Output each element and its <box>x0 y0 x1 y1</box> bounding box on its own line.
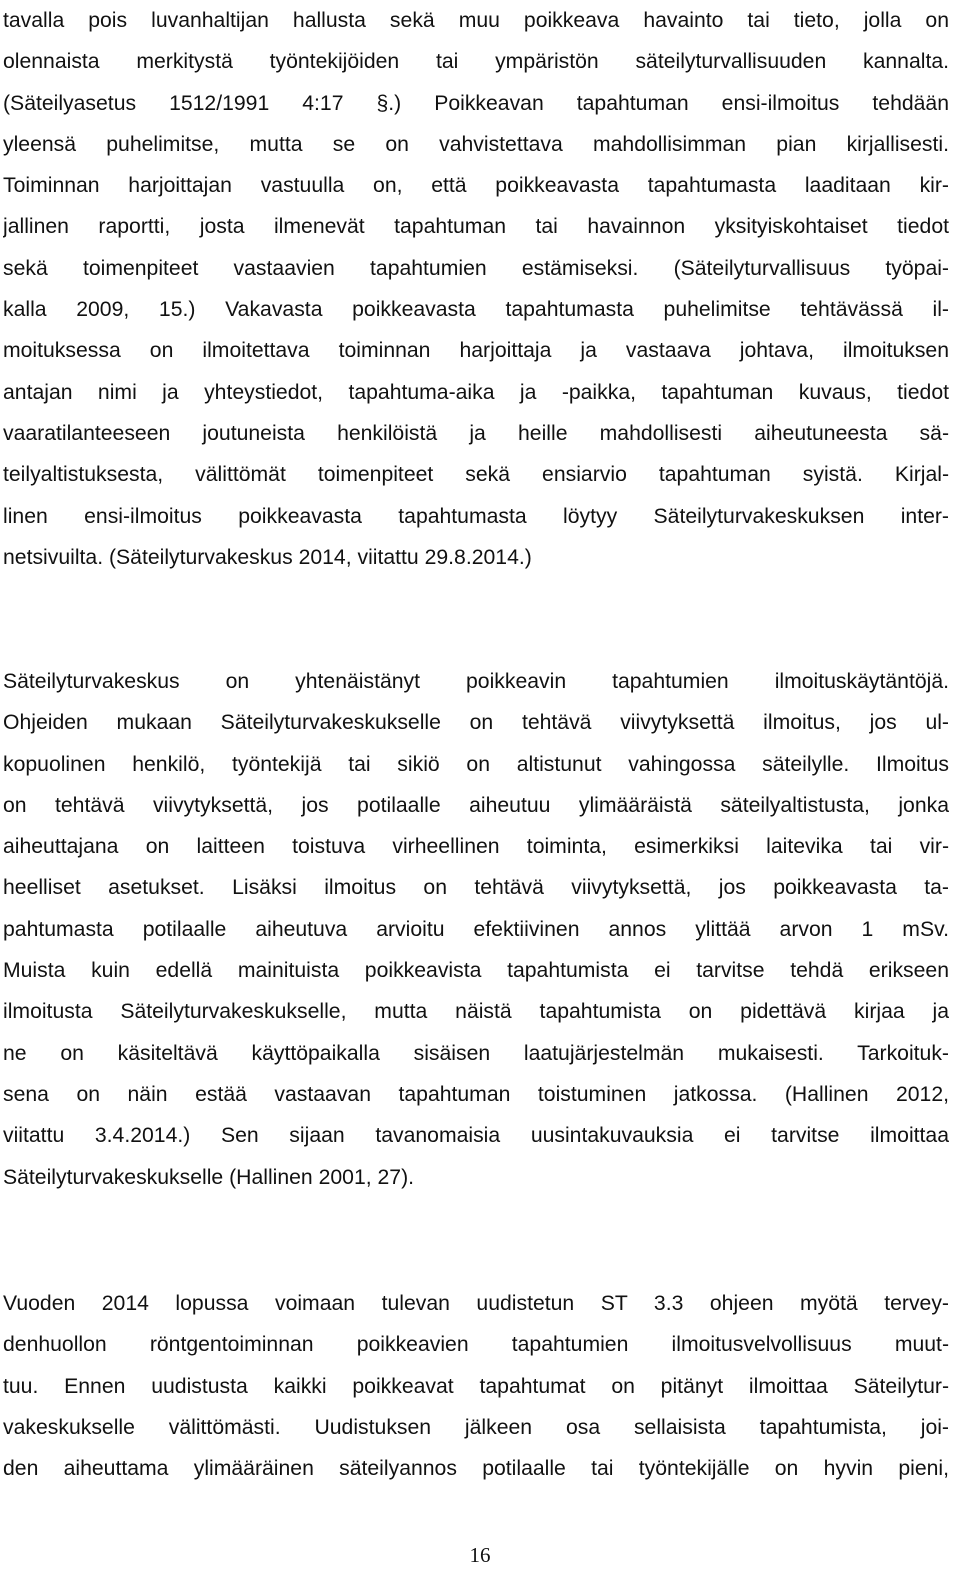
text-line: Muista kuin edellä mainituista poikkeavista tapahtumista ei tarvitse tehdä erikseen <box>3 959 949 983</box>
text-line: pahtumasta potilaalle aiheutuva arvioitu efektiivinen annos ylittää arvon 1 mSv. <box>3 917 949 941</box>
text-line: heelliset asetukset. Lisäksi ilmoitus on tehtävä viivytyksettä, jos poikkeavasta ta- <box>3 876 949 900</box>
text-line: kopuolinen henkilö, työntekijä tai sikiö on altistunut vahingossa säteilylle. Ilmoitus <box>3 752 949 776</box>
text-line: den aiheuttama ylimääräinen säteilyannos potilaalle tai työntekijälle on hyvin pieni, <box>3 1457 949 1481</box>
text-line: (Säteilyasetus 1512/1991 4:17 §.) Poikkeavan tapahtuman ensi-ilmoitus tehdään <box>3 91 949 115</box>
text-line: vakeskukselle välittömästi. Uudistuksen jälkeen osa sellaisista tapahtumista, joi- <box>3 1415 949 1439</box>
text-line: jallinen raportti, josta ilmenevät tapahtuman tai havainnon yksityiskohtaiset tiedot <box>3 215 949 239</box>
text-line: kalla 2009, 15.) Vakavasta poikkeavasta tapahtumasta puhelimitse tehtävässä il- <box>3 298 949 322</box>
text-line: Ohjeiden mukaan Säteilyturvakeskukselle on tehtävä viivytyksettä ilmoitus, jos ul- <box>3 711 949 735</box>
text-line: sekä toimenpiteet vastaavien tapahtumien estämiseksi. (Säteilyturvallisuus työpai- <box>3 256 949 280</box>
text-line: moituksessa on ilmoitettava toiminnan harjoittaja ja vastaava johtava, ilmoituksen <box>3 339 949 363</box>
paragraph-st-ohje-uudistus <box>3 1283 949 1489</box>
paragraph-poikkeava-tapahtuma <box>3 0 949 578</box>
text-line: tuu. Ennen uudistusta kaikki poikkeavat tapahtumat on pitänyt ilmoittaa Säteilytur- <box>3 1374 949 1398</box>
text-line: denhuollon röntgentoiminnan poikkeavien tapahtumien ilmoitusvelvollisuus muut- <box>3 1333 949 1357</box>
text-line: yleensä puhelimitse, mutta se on vahvistettava mahdollisimman pian kirjallisesti. <box>3 132 949 156</box>
text-line: on tehtävä viivytyksettä, jos potilaalle aiheutuu ylimääräistä säteilyaltistusta, jonka <box>3 793 949 817</box>
text-line: aiheuttajana on laitteen toistuva virheellinen toiminta, esimerkiksi laitevika tai vir- <box>3 835 949 859</box>
text-line: olennaista merkitystä työntekijöiden tai ympäristön säteilyturvallisuuden kannalta. <box>3 50 949 74</box>
text-line: Toiminnan harjoittajan vastuulla on, että poikkeavasta tapahtumasta laaditaan kir- <box>3 174 949 198</box>
text-line: sena on näin estää vastaavan tapahtuman toistuminen jatkossa. (Hallinen 2012, <box>3 1082 949 1106</box>
text-line: teilyaltistuksesta, välittömät toimenpiteet sekä ensiarvio tapahtuman syistä. Kirjal- <box>3 463 949 487</box>
text-line: netsivuilta. (Säteilyturvakeskus 2014, viitattu 29.8.2014.) <box>3 545 532 569</box>
text-line: linen ensi-ilmoitus poikkeavasta tapahtumasta löytyy Säteilyturvakeskuksen inter- <box>3 504 949 528</box>
text-line: viitattu 3.4.2014.) Sen sijaan tavanomaisia uusintakuvauksia ei tarvitse ilmoittaa <box>3 1124 949 1148</box>
paragraph-ilmoituskaytannot <box>3 661 949 1198</box>
text-line: tavalla pois luvanhaltijan hallusta sekä muu poikkeava havainto tai tieto, jolla on <box>3 9 949 32</box>
text-line: Säteilyturvakeskukselle (Hallinen 2001, 27). <box>3 1165 415 1189</box>
text-line: ilmoitusta Säteilyturvakeskukselle, mutta näistä tapahtumista on pidettävä kirjaa ja <box>3 1000 949 1024</box>
text-line: Säteilyturvakeskus on yhtenäistänyt poikkeavin tapahtumien ilmoituskäytäntöjä. <box>3 670 949 693</box>
text-line: ne on käsiteltävä käyttöpaikalla sisäisen laatujärjestelmän mukaisesti. Tarkoituk- <box>3 1041 949 1065</box>
text-line: antajan nimi ja yhteystiedot, tapahtuma-aika ja -paikka, tapahtuman kuvaus, tiedot <box>3 380 949 404</box>
page-number: 16 <box>469 1543 491 1567</box>
text-line: Vuoden 2014 lopussa voimaan tulevan uudistetun ST 3.3 ohjeen myötä tervey- <box>3 1292 949 1315</box>
text-line: vaaratilanteeseen joutuneista henkilöistä ja heille mahdollisesti aiheutuneesta sä- <box>3 421 949 445</box>
